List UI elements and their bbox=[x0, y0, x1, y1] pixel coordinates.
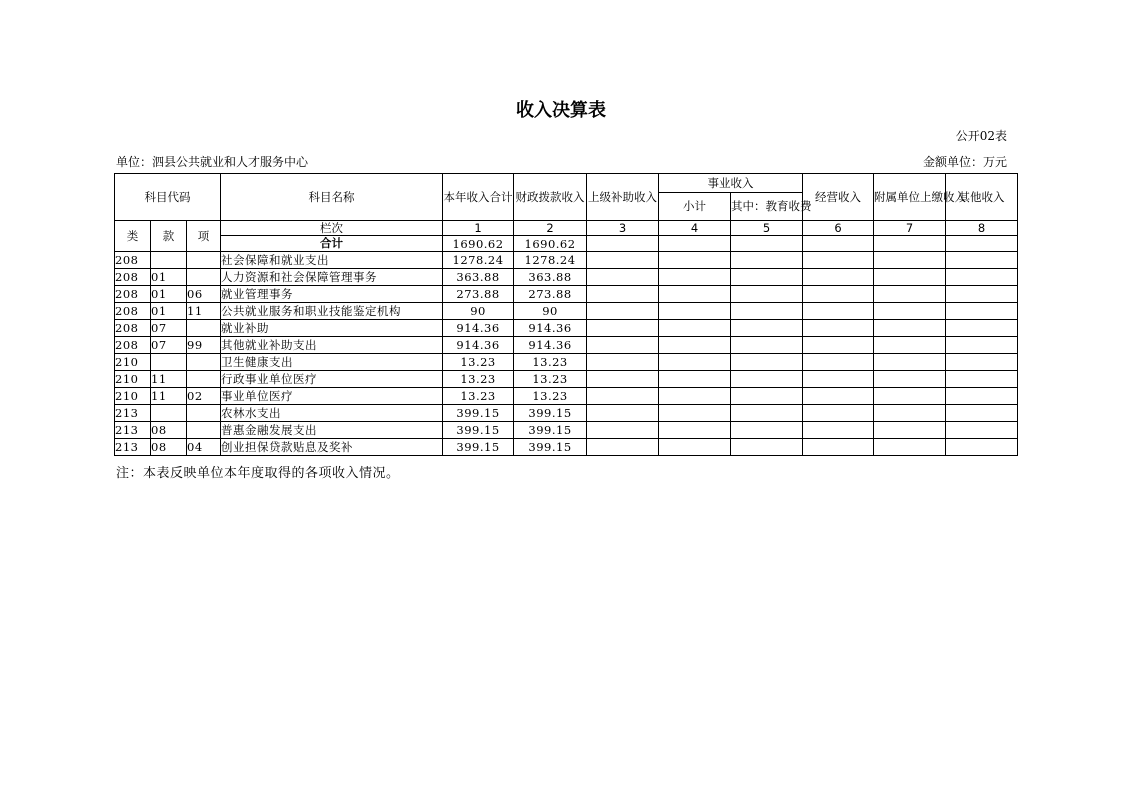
cell-xiang bbox=[187, 252, 221, 269]
empty-cell bbox=[946, 286, 1018, 303]
empty-cell bbox=[803, 320, 874, 337]
cell-kuan bbox=[151, 354, 187, 371]
header-kuan: 款 bbox=[151, 221, 187, 252]
col-num: 8 bbox=[946, 221, 1018, 236]
empty-cell bbox=[946, 337, 1018, 354]
cell-xiang bbox=[187, 422, 221, 439]
cell-subject-name: 事业单位医疗 bbox=[221, 388, 443, 405]
cell-lei: 208 bbox=[115, 269, 151, 286]
col-num: 7 bbox=[874, 221, 946, 236]
footnote: 注：本表反映单位本年度取得的各项收入情况。 bbox=[116, 466, 400, 481]
cell-total-income: 399.15 bbox=[443, 439, 514, 456]
table-row bbox=[115, 388, 1018, 405]
table-body bbox=[115, 252, 1018, 456]
empty-cell bbox=[803, 303, 874, 320]
cell-lei: 208 bbox=[115, 252, 151, 269]
col-num: 6 bbox=[803, 221, 874, 236]
col-num: 4 bbox=[659, 221, 731, 236]
empty-cell bbox=[803, 422, 874, 439]
empty-cell bbox=[659, 388, 731, 405]
empty-cell bbox=[587, 320, 659, 337]
empty-cell bbox=[803, 371, 874, 388]
total-label: 合计 bbox=[221, 236, 443, 252]
empty-cell bbox=[587, 236, 659, 252]
cell-xiang bbox=[187, 354, 221, 371]
header-business-income: 事业收入 bbox=[659, 174, 803, 193]
cell-total-income: 914.36 bbox=[443, 320, 514, 337]
cell-xiang: 99 bbox=[187, 337, 221, 354]
empty-cell bbox=[803, 388, 874, 405]
cell-total-income: 1278.24 bbox=[443, 252, 514, 269]
col-num: 5 bbox=[731, 221, 803, 236]
cell-total-income: 13.23 bbox=[443, 388, 514, 405]
empty-cell bbox=[803, 269, 874, 286]
cell-total-income: 13.23 bbox=[443, 354, 514, 371]
cell-fiscal: 914.36 bbox=[514, 337, 587, 354]
cell-subject-name: 公共就业服务和职业技能鉴定机构 bbox=[221, 303, 443, 320]
table-row bbox=[115, 303, 1018, 320]
total-fiscal-cell: 1690.62 bbox=[514, 236, 587, 252]
empty-cell bbox=[946, 422, 1018, 439]
cell-kuan: 11 bbox=[151, 371, 187, 388]
cell-subject-name: 创业担保贷款贴息及奖补 bbox=[221, 439, 443, 456]
cell-lei: 208 bbox=[115, 286, 151, 303]
empty-cell bbox=[731, 405, 803, 422]
empty-cell bbox=[803, 286, 874, 303]
table-row bbox=[115, 405, 1018, 422]
header-subject-code: 科目代码 bbox=[115, 174, 221, 221]
empty-cell bbox=[874, 303, 946, 320]
table-row bbox=[115, 422, 1018, 439]
cell-total-income: 914.36 bbox=[443, 337, 514, 354]
cell-total-income: 273.88 bbox=[443, 286, 514, 303]
empty-cell bbox=[874, 320, 946, 337]
table-row bbox=[115, 354, 1018, 371]
header-xiang: 项 bbox=[187, 221, 221, 252]
empty-cell bbox=[659, 354, 731, 371]
empty-cell bbox=[803, 236, 874, 252]
empty-cell bbox=[587, 388, 659, 405]
cell-subject-name: 农林水支出 bbox=[221, 405, 443, 422]
empty-cell bbox=[731, 388, 803, 405]
empty-cell bbox=[803, 252, 874, 269]
cell-subject-name: 就业管理事务 bbox=[221, 286, 443, 303]
empty-cell bbox=[946, 371, 1018, 388]
cell-kuan: 01 bbox=[151, 303, 187, 320]
cell-subject-name: 其他就业补助支出 bbox=[221, 337, 443, 354]
empty-cell bbox=[946, 388, 1018, 405]
cell-total-income: 363.88 bbox=[443, 269, 514, 286]
cell-total-income: 90 bbox=[443, 303, 514, 320]
empty-cell bbox=[731, 286, 803, 303]
col-num: 1 bbox=[443, 221, 514, 236]
cell-lei: 208 bbox=[115, 303, 151, 320]
cell-xiang: 04 bbox=[187, 439, 221, 456]
table-row bbox=[115, 439, 1018, 456]
empty-cell bbox=[874, 388, 946, 405]
cell-kuan: 07 bbox=[151, 337, 187, 354]
table-row bbox=[115, 337, 1018, 354]
empty-cell bbox=[874, 337, 946, 354]
cell-kuan bbox=[151, 405, 187, 422]
empty-cell bbox=[587, 354, 659, 371]
cell-kuan: 01 bbox=[151, 269, 187, 286]
cell-fiscal: 273.88 bbox=[514, 286, 587, 303]
empty-cell bbox=[874, 269, 946, 286]
header-other: 其他收入 bbox=[946, 174, 1018, 221]
empty-cell bbox=[587, 303, 659, 320]
cell-xiang: 11 bbox=[187, 303, 221, 320]
empty-cell bbox=[803, 439, 874, 456]
empty-cell bbox=[587, 371, 659, 388]
form-number: 公开02表 bbox=[955, 129, 1007, 143]
empty-cell bbox=[659, 405, 731, 422]
empty-cell bbox=[731, 236, 803, 252]
total-row bbox=[115, 236, 1018, 252]
empty-cell bbox=[874, 354, 946, 371]
cell-lei: 213 bbox=[115, 405, 151, 422]
empty-cell bbox=[731, 303, 803, 320]
header-total-income: 本年收入合计 bbox=[443, 174, 514, 221]
empty-cell bbox=[659, 269, 731, 286]
empty-cell bbox=[874, 236, 946, 252]
cell-total-income: 399.15 bbox=[443, 422, 514, 439]
cell-lei: 210 bbox=[115, 388, 151, 405]
table-row bbox=[115, 286, 1018, 303]
empty-cell bbox=[946, 236, 1018, 252]
empty-cell bbox=[874, 286, 946, 303]
empty-cell bbox=[946, 354, 1018, 371]
cell-fiscal: 399.15 bbox=[514, 405, 587, 422]
cell-lei: 210 bbox=[115, 371, 151, 388]
empty-cell bbox=[946, 269, 1018, 286]
cell-xiang bbox=[187, 269, 221, 286]
empty-cell bbox=[659, 236, 731, 252]
col-num: 2 bbox=[514, 221, 587, 236]
table-row bbox=[115, 371, 1018, 388]
cell-lei: 208 bbox=[115, 337, 151, 354]
empty-cell bbox=[946, 439, 1018, 456]
empty-cell bbox=[731, 439, 803, 456]
empty-cell bbox=[946, 405, 1018, 422]
empty-cell bbox=[587, 286, 659, 303]
empty-cell bbox=[587, 405, 659, 422]
empty-cell bbox=[731, 320, 803, 337]
cell-fiscal: 399.15 bbox=[514, 422, 587, 439]
cell-total-income: 13.23 bbox=[443, 371, 514, 388]
empty-cell bbox=[659, 371, 731, 388]
empty-cell bbox=[659, 286, 731, 303]
header-lei: 类 bbox=[115, 221, 151, 252]
cell-xiang bbox=[187, 320, 221, 337]
header-subtotal: 小计 bbox=[659, 193, 731, 221]
empty-cell bbox=[874, 422, 946, 439]
table-row bbox=[115, 320, 1018, 337]
total-income-cell: 1690.62 bbox=[443, 236, 514, 252]
cell-kuan: 07 bbox=[151, 320, 187, 337]
empty-cell bbox=[659, 303, 731, 320]
table-header bbox=[115, 174, 1018, 252]
empty-cell bbox=[874, 405, 946, 422]
empty-cell bbox=[946, 303, 1018, 320]
empty-cell bbox=[731, 371, 803, 388]
header-lanci: 栏次 bbox=[221, 221, 443, 236]
empty-cell bbox=[587, 337, 659, 354]
empty-cell bbox=[659, 320, 731, 337]
cell-fiscal: 13.23 bbox=[514, 354, 587, 371]
cell-fiscal: 363.88 bbox=[514, 269, 587, 286]
cell-fiscal: 399.15 bbox=[514, 439, 587, 456]
empty-cell bbox=[874, 371, 946, 388]
cell-xiang bbox=[187, 371, 221, 388]
col-num: 3 bbox=[587, 221, 659, 236]
empty-cell bbox=[731, 269, 803, 286]
cell-lei: 213 bbox=[115, 439, 151, 456]
amount-unit: 金额单位：万元 bbox=[922, 155, 1007, 169]
cell-subject-name: 普惠金融发展支出 bbox=[221, 422, 443, 439]
cell-fiscal: 13.23 bbox=[514, 388, 587, 405]
empty-cell bbox=[803, 354, 874, 371]
header-subject-name: 科目名称 bbox=[221, 174, 443, 221]
cell-fiscal: 13.23 bbox=[514, 371, 587, 388]
cell-fiscal: 914.36 bbox=[514, 320, 587, 337]
empty-cell bbox=[587, 269, 659, 286]
cell-kuan: 08 bbox=[151, 439, 187, 456]
empty-cell bbox=[731, 354, 803, 371]
table-row bbox=[115, 252, 1018, 269]
empty-cell bbox=[587, 252, 659, 269]
empty-cell bbox=[946, 252, 1018, 269]
empty-cell bbox=[659, 337, 731, 354]
cell-subject-name: 社会保障和就业支出 bbox=[221, 252, 443, 269]
empty-cell bbox=[874, 252, 946, 269]
cell-xiang: 06 bbox=[187, 286, 221, 303]
cell-subject-name: 行政事业单位医疗 bbox=[221, 371, 443, 388]
cell-kuan: 11 bbox=[151, 388, 187, 405]
empty-cell bbox=[803, 337, 874, 354]
header-affiliated: 附属单位上缴收入 bbox=[874, 174, 946, 221]
cell-lei: 213 bbox=[115, 422, 151, 439]
cell-total-income: 399.15 bbox=[443, 405, 514, 422]
cell-lei: 208 bbox=[115, 320, 151, 337]
income-table bbox=[114, 173, 1018, 456]
cell-kuan: 08 bbox=[151, 422, 187, 439]
empty-cell bbox=[659, 422, 731, 439]
page-title: 收入决算表 bbox=[516, 100, 606, 121]
empty-cell bbox=[731, 252, 803, 269]
empty-cell bbox=[946, 320, 1018, 337]
header-edu-fee: 其中：教育收费 bbox=[731, 193, 803, 221]
empty-cell bbox=[731, 337, 803, 354]
cell-xiang bbox=[187, 405, 221, 422]
empty-cell bbox=[731, 422, 803, 439]
empty-cell bbox=[659, 439, 731, 456]
cell-subject-name: 卫生健康支出 bbox=[221, 354, 443, 371]
cell-subject-name: 就业补助 bbox=[221, 320, 443, 337]
cell-subject-name: 人力资源和社会保障管理事务 bbox=[221, 269, 443, 286]
empty-cell bbox=[659, 252, 731, 269]
cell-kuan bbox=[151, 252, 187, 269]
empty-cell bbox=[587, 422, 659, 439]
reporting-unit: 单位：泗县公共就业和人才服务中心 bbox=[116, 155, 309, 169]
cell-fiscal: 90 bbox=[514, 303, 587, 320]
empty-cell bbox=[803, 405, 874, 422]
cell-xiang: 02 bbox=[187, 388, 221, 405]
cell-fiscal: 1278.24 bbox=[514, 252, 587, 269]
empty-cell bbox=[874, 439, 946, 456]
header-fiscal: 财政拨款收入 bbox=[514, 174, 587, 221]
empty-cell bbox=[587, 439, 659, 456]
header-operating: 经营收入 bbox=[803, 174, 874, 221]
table-row bbox=[115, 269, 1018, 286]
cell-kuan: 01 bbox=[151, 286, 187, 303]
header-superior-subsidy: 上级补助收入 bbox=[587, 174, 659, 221]
cell-lei: 210 bbox=[115, 354, 151, 371]
